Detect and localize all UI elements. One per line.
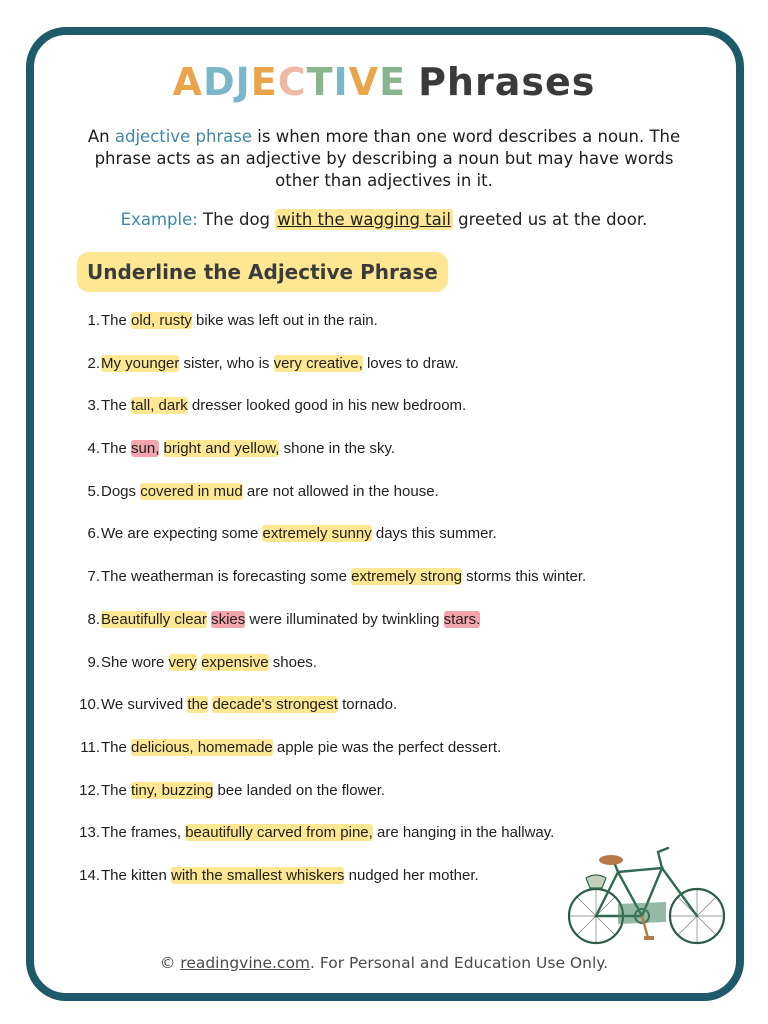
sentence-text: storms this winter.: [462, 568, 587, 586]
intro-paragraph: [70, 126, 698, 192]
item-sentence: [100, 694, 397, 716]
sentence-text: We are expecting some: [101, 525, 263, 543]
adjective-phrase-highlight: My younger: [101, 354, 180, 372]
adjective-phrase-highlight: decade's strongest: [212, 696, 338, 714]
title-letter: E: [379, 60, 407, 104]
sentence-text: We survived: [101, 696, 188, 714]
item-sentence: [100, 523, 497, 545]
sentence-text: tornado.: [337, 696, 398, 714]
title-word-phrases: Phrases: [418, 60, 596, 104]
adjective-phrase-highlight: delicious, homemade: [131, 738, 273, 756]
sentence-text: The kitten: [101, 866, 172, 884]
list-item: [70, 566, 630, 609]
list-item: [70, 609, 630, 652]
example-sentence: [0, 210, 768, 229]
list-item: [70, 438, 630, 481]
example-text-start: The dog: [197, 210, 276, 229]
adjective-phrase-highlight: very: [168, 653, 197, 671]
item-number: 4.: [87, 440, 100, 458]
adjective-phrase-highlight: the: [187, 696, 209, 714]
sentence-text: dresser looked good in his new bedroom.: [187, 397, 467, 415]
item-number: 11.: [80, 738, 100, 756]
intro-text-start: An: [87, 127, 115, 146]
item-sentence: [100, 395, 466, 417]
sentence-text: bee landed on the flower.: [213, 781, 386, 799]
list-item: [70, 865, 630, 908]
item-sentence: [100, 652, 317, 674]
item-sentence: [100, 481, 439, 503]
list-item: [70, 737, 630, 780]
example-label: Example:: [120, 210, 198, 229]
item-number: 10.: [79, 696, 100, 714]
title-letter: E: [250, 60, 278, 104]
item-number: 13.: [79, 824, 100, 842]
sentence-text: The frames,: [101, 824, 186, 842]
exercise-list: [70, 310, 630, 908]
adjective-phrase-highlight: with the smallest whiskers: [171, 866, 345, 884]
sentence-text: are hanging in the hallway.: [372, 824, 555, 842]
item-sentence: [100, 438, 395, 460]
title-word-adjective: [173, 60, 406, 104]
sentence-text: The: [101, 781, 132, 799]
item-sentence: [100, 822, 554, 844]
copyright-symbol: ©: [159, 954, 181, 972]
item-number: 3.: [87, 397, 100, 415]
adjective-phrase-highlight: beautifully carved from pine,: [185, 824, 373, 842]
section-heading: Underline the Adjective Phrase: [77, 252, 448, 292]
sentence-text: Dogs: [101, 482, 141, 500]
noun-highlight: stars.: [443, 610, 481, 628]
sentence-text: sister, who is: [179, 354, 274, 372]
sentence-text: The: [101, 312, 132, 329]
sentence-text: The: [101, 397, 132, 415]
adjective-phrase-highlight: tiny, buzzing: [131, 781, 214, 799]
list-item: [70, 652, 630, 695]
list-item: [70, 780, 630, 823]
item-number: 14.: [79, 866, 100, 884]
title-letter: T: [306, 60, 334, 104]
adjective-phrase-highlight: extremely sunny: [262, 525, 372, 543]
title-letter: D: [203, 60, 236, 104]
item-number: 6.: [87, 525, 100, 543]
item-number: 2.: [87, 354, 100, 372]
adjective-phrase-highlight: bright and yellow,: [163, 440, 280, 458]
footer-notice: . For Personal and Education Use Only.: [310, 954, 609, 972]
adjective-phrase-highlight: very creative,: [273, 354, 363, 372]
item-sentence: [100, 310, 378, 332]
sentence-text: loves to draw.: [362, 354, 459, 372]
item-sentence: [100, 737, 501, 759]
list-item: [70, 694, 630, 737]
sentence-text: shoes.: [268, 653, 317, 671]
sentence-text: were illuminated by twinkling: [245, 610, 444, 628]
item-sentence: [100, 353, 459, 375]
item-sentence: [100, 865, 479, 887]
item-number: 12.: [79, 781, 100, 799]
sentence-text: days this summer.: [371, 525, 497, 543]
adjective-phrase-highlight: extremely strong: [351, 568, 462, 586]
noun-highlight: sun,: [131, 440, 160, 458]
sentence-text: The: [101, 738, 132, 756]
sentence-text: bike was left out in the rain.: [191, 312, 378, 329]
item-sentence: [100, 566, 586, 588]
example-text-end: greeted us at the door.: [452, 210, 648, 229]
adjective-phrase-highlight: expensive: [201, 653, 269, 671]
page-title: [0, 60, 768, 104]
title-letter: C: [277, 60, 307, 104]
adjective-phrase-highlight: old, rusty: [131, 312, 192, 329]
title-letter: J: [235, 60, 251, 104]
list-item: [70, 395, 630, 438]
title-letter: A: [172, 60, 204, 104]
adjective-phrase-highlight: covered in mud: [140, 482, 243, 500]
intro-term: adjective phrase: [114, 127, 253, 146]
item-number: 5.: [87, 482, 100, 500]
sentence-text: The weatherman is forecasting some: [101, 568, 352, 586]
sentence-text: She wore: [101, 653, 169, 671]
sentence-text: shone in the sky.: [279, 440, 396, 458]
item-sentence: [100, 609, 480, 631]
list-item: [70, 353, 630, 396]
item-number: 1.: [87, 312, 100, 329]
list-item: [70, 822, 630, 865]
title-letter: V: [348, 60, 380, 104]
title-letter: I: [333, 60, 349, 104]
adjective-phrase-highlight: Beautifully clear: [101, 610, 207, 628]
item-number: 8.: [87, 610, 100, 628]
item-sentence: [100, 780, 385, 802]
example-phrase: with the wagging tail: [277, 210, 451, 229]
list-item: [70, 481, 630, 524]
item-number: 7.: [87, 568, 100, 586]
footer-link[interactable]: readingvine.com: [180, 954, 311, 972]
intro-text-end: is when more than one word describes a noun. The phrase acts as an adjective by describing a noun but may have words other than adjectives in it.: [94, 127, 681, 190]
sentence-text: The: [101, 440, 132, 458]
list-item: [70, 310, 630, 353]
list-item: [70, 523, 630, 566]
sentence-text: [159, 440, 163, 457]
adjective-phrase-highlight: tall, dark: [131, 397, 188, 415]
sentence-text: are not allowed in the house.: [242, 482, 439, 500]
footer: [0, 954, 768, 972]
item-number: 9.: [87, 653, 100, 671]
sentence-text: apple pie was the perfect dessert.: [272, 738, 502, 756]
sentence-text: nudged her mother.: [344, 866, 479, 884]
noun-highlight: skies: [211, 610, 246, 628]
bicycle-icon: [566, 842, 730, 950]
